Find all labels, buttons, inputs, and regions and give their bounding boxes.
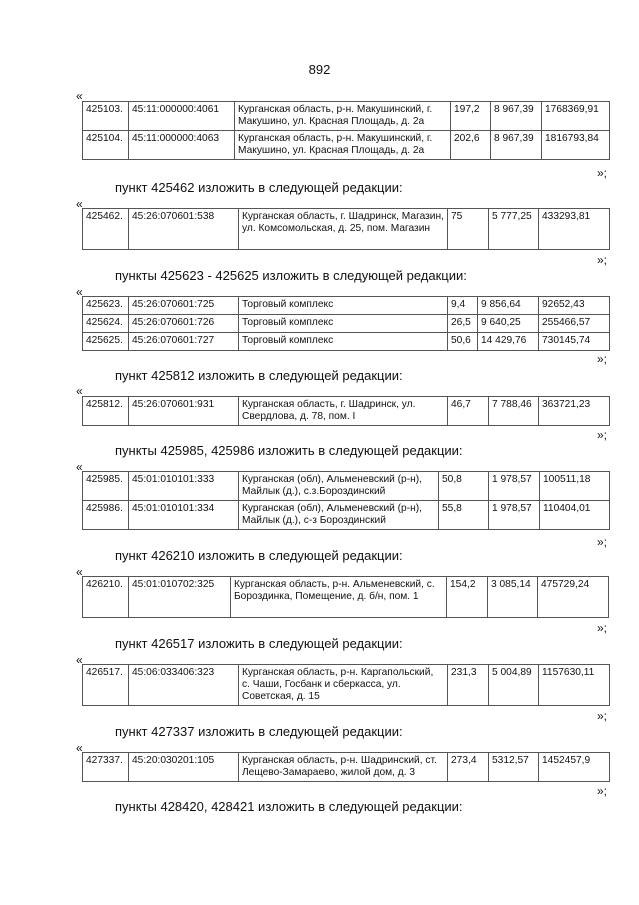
cadastral-value: 1452457,9 (539, 753, 610, 782)
cadastral-value: 433293,81 (539, 209, 610, 250)
table-row (83, 297, 610, 315)
area: 202,6 (451, 131, 491, 160)
row-number: 425103. (83, 102, 129, 131)
table-row (83, 209, 610, 250)
area: 9,4 (448, 297, 478, 315)
row-number: 426517. (83, 665, 129, 706)
price-per-unit: 9 640,25 (478, 315, 539, 333)
table-row (83, 131, 610, 160)
cadastral-value: 1768369,91 (542, 102, 610, 131)
quote-close: »; (597, 621, 608, 635)
register-table (82, 576, 609, 618)
quote-open: « (76, 741, 83, 755)
quote-close: »; (597, 709, 608, 723)
amendment-heading: пункты 428420, 428421 изложить в следующей редакции: (115, 799, 463, 814)
cadastral-number: 45:01:010101:333 (129, 472, 239, 501)
area: 154,2 (447, 577, 488, 618)
address: Курганская область, р-н. Шадринский, ст. Лещево-Замараево, жилой дом, д. 3 (239, 753, 448, 782)
cadastral-number: 45:06:033406:323 (129, 665, 239, 706)
price-per-unit: 7 788,46 (489, 397, 539, 426)
row-number: 425812. (83, 397, 129, 426)
quote-close: »; (597, 352, 608, 366)
quote-open: « (76, 384, 83, 398)
price-per-unit: 8 967,39 (491, 102, 542, 131)
register-table (82, 296, 610, 351)
price-per-unit: 5312,57 (489, 753, 539, 782)
register-table (82, 101, 610, 160)
address: Курганская область, р-н. Альменевский, с. Бороздинка, Помещение, д. б/н, пом. 1 (231, 577, 447, 618)
row-number: 425986. (83, 501, 129, 530)
row-number: 425104. (83, 131, 129, 160)
area: 55,8 (439, 501, 489, 530)
address: Курганская область, г. Шадринск, Магазин, ул. Комсомольская, д. 25, пом. Магазин (239, 209, 448, 250)
cadastral-number: 45:11:000000:4063 (129, 131, 235, 160)
row-number: 425985. (83, 472, 129, 501)
cadastral-value: 1816793,84 (542, 131, 610, 160)
price-per-unit: 3 085,14 (488, 577, 538, 618)
address: Курганская область, р-н. Макушинский, г. Макушино, ул. Красная Площадь, д. 2а (235, 131, 451, 160)
address: Торговый комплекс (239, 315, 448, 333)
register-table (82, 208, 610, 250)
row-number: 425462. (83, 209, 129, 250)
quote-close: »; (597, 166, 608, 180)
address: Курганская (обл), Альменевский (р-н), Майлык (д.), с-з Бороздинский (239, 501, 439, 530)
address: Торговый комплекс (239, 333, 448, 351)
table-row (83, 102, 610, 131)
quote-close: »; (597, 428, 608, 442)
quote-open: « (76, 197, 83, 211)
cadastral-number: 45:26:070601:726 (129, 315, 239, 333)
row-number: 425623. (83, 297, 129, 315)
cadastral-value: 730145,74 (539, 333, 610, 351)
amendment-heading: пункты 425623 - 425625 изложить в следующей редакции: (115, 268, 467, 283)
table-row (83, 501, 610, 530)
address: Торговый комплекс (239, 297, 448, 315)
register-table (82, 664, 610, 706)
quote-open: « (76, 89, 83, 103)
price-per-unit: 9 856,64 (478, 297, 539, 315)
price-per-unit: 5 004,89 (489, 665, 539, 706)
price-per-unit: 8 967,39 (491, 131, 542, 160)
cadastral-number: 45:26:070601:727 (129, 333, 239, 351)
amendment-heading: пункт 425462 изложить в следующей редакции: (115, 180, 403, 195)
quote-open: « (76, 460, 83, 474)
register-table (82, 396, 610, 426)
area: 75 (448, 209, 489, 250)
cadastral-number: 45:26:070601:725 (129, 297, 239, 315)
table-row (83, 333, 610, 351)
register-table (82, 752, 610, 782)
cadastral-value: 363721,23 (539, 397, 610, 426)
cadastral-value: 100511,18 (540, 472, 610, 501)
table-row (83, 753, 610, 782)
amendment-heading: пункт 426517 изложить в следующей редакции: (115, 636, 403, 651)
quote-close: »; (597, 784, 608, 798)
quote-open: « (76, 285, 83, 299)
row-number: 427337. (83, 753, 129, 782)
cadastral-value: 1157630,11 (539, 665, 610, 706)
row-number: 426210. (83, 577, 129, 618)
quote-close: »; (597, 535, 608, 549)
table-row (83, 665, 610, 706)
price-per-unit: 5 777,25 (489, 209, 539, 250)
area: 197,2 (451, 102, 491, 131)
cadastral-number: 45:20:030201:105 (129, 753, 239, 782)
quote-open: « (76, 565, 83, 579)
price-per-unit: 1 978,57 (489, 501, 540, 530)
table-row (83, 315, 610, 333)
row-number: 425624. (83, 315, 129, 333)
address: Курганская область, р-н. Каргапольский, с. Чаши, Госбанк и сберкасса, ул. Советская, д. 15 (239, 665, 448, 706)
cadastral-number: 45:11:000000:4061 (129, 102, 235, 131)
table-row (83, 397, 610, 426)
table-row (83, 472, 610, 501)
price-per-unit: 1 978,57 (489, 472, 540, 501)
price-per-unit: 14 429,76 (478, 333, 539, 351)
area: 46,7 (448, 397, 489, 426)
amendment-heading: пункты 425985, 425986 изложить в следующей редакции: (115, 443, 463, 458)
register-table (82, 471, 610, 530)
quote-close: »; (597, 253, 608, 267)
row-number: 425625. (83, 333, 129, 351)
cadastral-number: 45:01:010101:334 (129, 501, 239, 530)
quote-open: « (76, 653, 83, 667)
cadastral-number: 45:01:010702:325 (129, 577, 231, 618)
table-row (83, 577, 609, 618)
area: 273,4 (448, 753, 489, 782)
cadastral-value: 475729,24 (538, 577, 609, 618)
cadastral-number: 45:26:070601:931 (129, 397, 239, 426)
page-number: 892 (308, 62, 331, 77)
address: Курганская область, р-н. Макушинский, г. Макушино, ул. Красная Площадь, д. 2а (235, 102, 451, 131)
cadastral-value: 110404,01 (540, 501, 610, 530)
address: Курганская область, г. Шадринск, ул. Свердлова, д. 78, пом. I (239, 397, 448, 426)
cadastral-value: 92652,43 (539, 297, 610, 315)
amendment-heading: пункт 425812 изложить в следующей редакции: (115, 368, 403, 383)
address: Курганская (обл), Альменевский (р-н), Майлык (д.), с.з.Бороздинский (239, 472, 439, 501)
area: 50,8 (439, 472, 489, 501)
cadastral-number: 45:26:070601:538 (129, 209, 239, 250)
area: 50,6 (448, 333, 478, 351)
amendment-heading: пункт 426210 изложить в следующей редакции: (115, 548, 403, 563)
cadastral-value: 255466,57 (539, 315, 610, 333)
area: 26,5 (448, 315, 478, 333)
area: 231,3 (448, 665, 489, 706)
amendment-heading: пункт 427337 изложить в следующей редакции: (115, 724, 403, 739)
